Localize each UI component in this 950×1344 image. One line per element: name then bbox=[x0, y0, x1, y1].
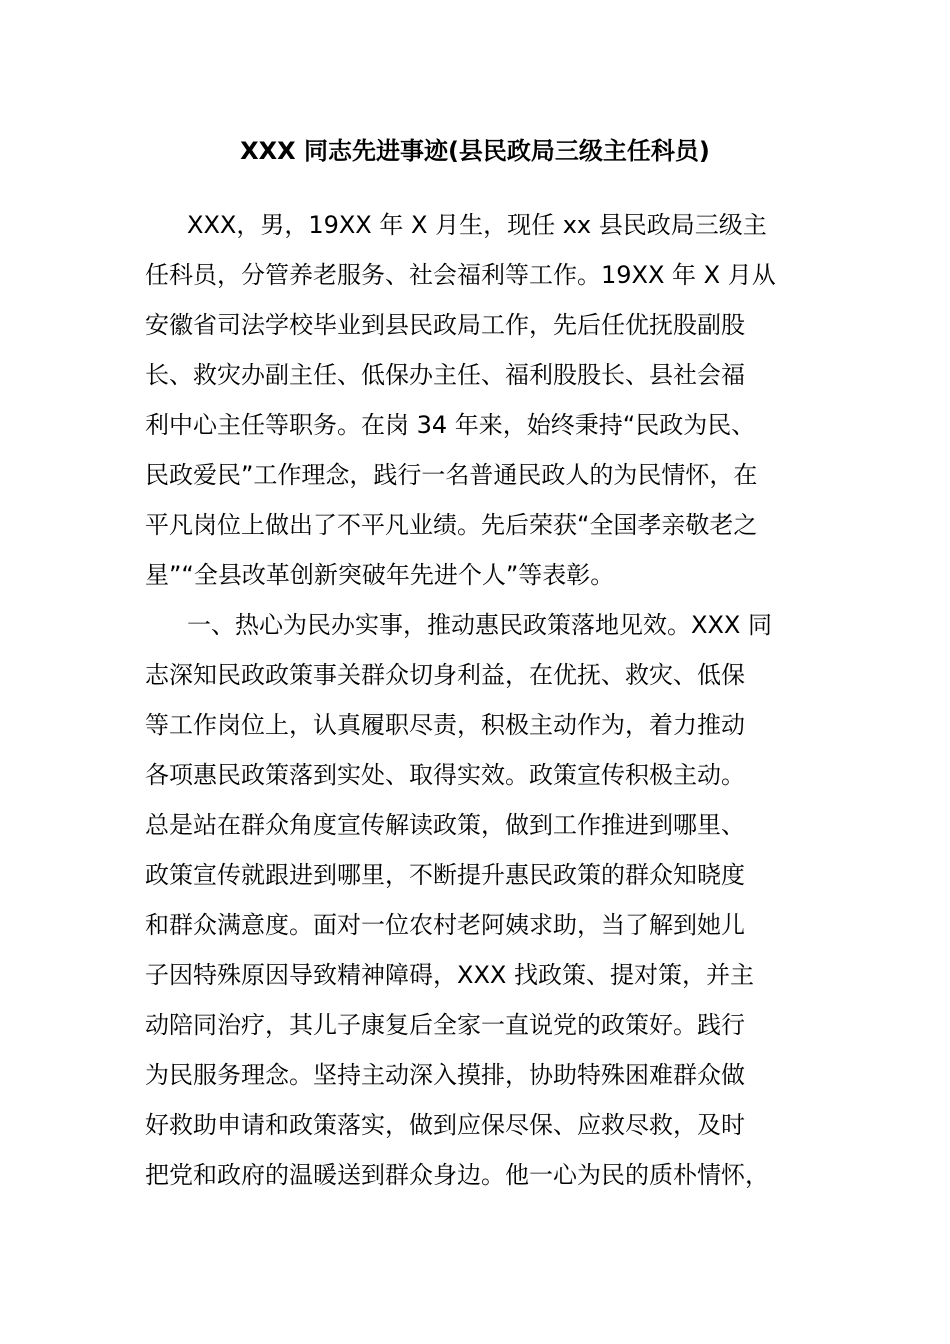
paragraph-line: 等工作岗位上，认真履职尽责，积极主动作为，着力推动 bbox=[145, 711, 745, 739]
paragraph-line: 志深知民政政策事关群众切身利益，在优抚、救灾、低保 bbox=[145, 661, 745, 689]
paragraph-line: 好救助申请和政策落实，做到应保尽保、应救尽救，及时 bbox=[145, 1111, 745, 1139]
paragraph-line: XXX，男，19XX 年 X 月生，现任 xx 县民政局三级主 bbox=[187, 211, 767, 239]
paragraph-line: 星”“全县改革创新突破年先进个人”等表彰。 bbox=[145, 561, 615, 589]
paragraph-line: 动陪同治疗，其儿子康复后全家一直说党的政策好。践行 bbox=[145, 1011, 745, 1039]
paragraph-line: 政策宣传就跟进到哪里，不断提升惠民政策的群众知晓度 bbox=[145, 861, 745, 889]
paragraph-line: 各项惠民政策落到实处、取得实效。政策宣传积极主动。 bbox=[145, 761, 745, 789]
paragraph-line: 和群众满意度。面对一位农村老阿姨求助，当了解到她儿 bbox=[145, 911, 745, 939]
paragraph-line: 民政爱民”工作理念，践行一名普通民政人的为民情怀，在 bbox=[145, 461, 758, 489]
paragraph-line: 一、热心为民办实事，推动惠民政策落地见效。XXX 同 bbox=[187, 611, 772, 639]
paragraph-line: 总是站在群众角度宣传解读政策，做到工作推进到哪里、 bbox=[145, 811, 745, 839]
paragraph-line: 平凡岗位上做出了不平凡业绩。先后荣获“全国孝亲敬老之 bbox=[145, 511, 758, 539]
paragraph-line: 任科员，分管养老服务、社会福利等工作。19XX 年 X 月从 bbox=[145, 261, 776, 289]
paragraph-line: 为民服务理念。坚持主动深入摸排，协助特殊困难群众做 bbox=[145, 1061, 745, 1089]
paragraph-line: 子因特殊原因导致精神障碍，XXX 找政策、提对策，并主 bbox=[145, 961, 754, 989]
document-title: XXX 同志先进事迹(县民政局三级主任科员) bbox=[240, 137, 710, 165]
paragraph-line: 安徽省司法学校毕业到县民政局工作，先后任优抚股副股 bbox=[145, 311, 745, 339]
paragraph-line: 利中心主任等职务。在岗 34 年来，始终秉持“民政为民、 bbox=[145, 411, 756, 439]
document-body bbox=[145, 200, 810, 1200]
paragraph-line: 长、救灾办副主任、低保办主任、福利股股长、县社会福 bbox=[145, 361, 745, 389]
paragraph-line: 把党和政府的温暖送到群众身边。他一心为民的质朴情怀， bbox=[145, 1161, 769, 1189]
